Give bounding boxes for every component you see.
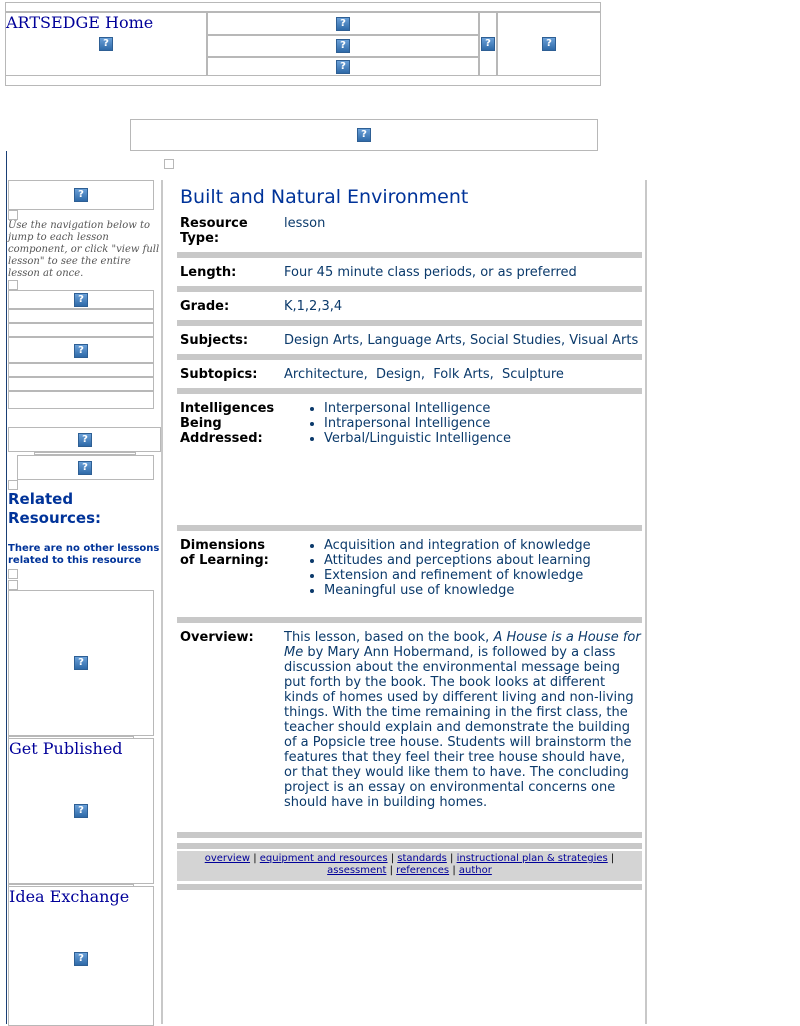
- separator-2: [177, 286, 642, 292]
- separator-5: [177, 388, 642, 394]
- get-published-icon[interactable]: ?: [74, 804, 88, 818]
- dimensions-label: Dimensions of Learning:: [180, 538, 269, 568]
- overview-text-rest: by Mary Ann Hobermand, is followed by a class discussion about the environmental message being put forth by the book. The book looks at different kinds of homes used by different living and non-living things. With the time remaining in the first class, the teacher should explain and demonstrate the building of a Popsicle tree house. Students will brainstorm the features that they feel their tree house should have, or that they would like them to have. The concluding project is an essay on environmental concerns one should have in building homes.: [284, 645, 634, 810]
- header-nav-1-icon[interactable]: ?: [336, 17, 350, 31]
- get-published-heading[interactable]: Get Published: [9, 739, 123, 758]
- subjects-value: Design Arts, Language Arts, Social Studies, Visual Arts: [284, 333, 639, 348]
- dimension-item: • Acquisition and integration of knowledge: [324, 538, 591, 553]
- dimension-item: • Extension and refinement of knowledge: [324, 568, 591, 583]
- page-title: Built and Natural Environment: [180, 186, 469, 208]
- lesson-nav-icon[interactable]: ?: [74, 188, 88, 202]
- related-resources-heading: Related Resources:: [8, 490, 102, 527]
- banner-image-icon: ?: [357, 128, 371, 142]
- related-resources-note: There are no other lessons related to this resource: [8, 543, 160, 566]
- header-nav-2-icon[interactable]: ?: [336, 39, 350, 53]
- idea-exchange-heading[interactable]: Idea Exchange: [9, 887, 130, 906]
- nav-equipment-link[interactable]: equipment and resources: [259, 853, 388, 864]
- intelligences-list: [284, 401, 511, 446]
- intelligence-item: • Intrapersonal Intelligence: [324, 416, 511, 431]
- component-1-icon[interactable]: ?: [74, 293, 88, 307]
- sidebar-row-5[interactable]: [8, 391, 154, 409]
- intelligence-item: • Interpersonal Intelligence: [324, 401, 511, 416]
- nav-references-link[interactable]: references: [396, 865, 450, 876]
- header-top-strip: [5, 2, 601, 12]
- length-value: Four 45 minute class periods, or as preferred: [284, 265, 577, 280]
- view-full-lesson-icon[interactable]: ?: [78, 461, 92, 475]
- nav-standards-link[interactable]: standards: [397, 853, 447, 864]
- overview-label: Overview:: [180, 630, 254, 645]
- nav-overview-link[interactable]: overview: [204, 853, 251, 864]
- nav-separator: |: [253, 853, 257, 864]
- nav-instructional-link[interactable]: instructional plan & strategies: [456, 853, 608, 864]
- header-narrow-icon[interactable]: ?: [481, 37, 495, 51]
- separator-7: [177, 617, 642, 623]
- resource-type-label: Resource Type:: [180, 216, 248, 246]
- component-2-icon[interactable]: ?: [74, 344, 88, 358]
- sidebar-row-4[interactable]: [8, 377, 154, 391]
- grade-value: K,1,2,3,4: [284, 299, 343, 314]
- nav-separator: |: [610, 853, 615, 864]
- overview-book-title: A House is a House for Me: [284, 630, 641, 660]
- dimension-item: • Meaningful use of knowledge: [324, 583, 591, 598]
- overview-text-start: This lesson, based on the book,: [284, 630, 494, 645]
- separator-1: [177, 252, 642, 258]
- sidebar-divider: [161, 180, 163, 1024]
- separator-9: [177, 843, 642, 849]
- lesson-component-nav: [177, 851, 642, 881]
- overview-text: [284, 630, 641, 810]
- spacer-image-2: [8, 210, 18, 220]
- promo-1-icon[interactable]: ?: [74, 656, 88, 670]
- spacer-image: [164, 159, 174, 169]
- length-label: Length:: [180, 265, 237, 280]
- nav-assessment-link[interactable]: assessment: [327, 865, 387, 876]
- header-right-icon[interactable]: ?: [542, 37, 556, 51]
- grade-label: Grade:: [180, 299, 230, 314]
- content-right-border: [645, 180, 647, 1024]
- spacer-image-5: [8, 569, 18, 579]
- subtopics-value: Architecture, Design, Folk Arts, Sculpture: [284, 367, 564, 382]
- intelligence-item: • Verbal/Linguistic Intelligence: [324, 431, 511, 446]
- resource-type-value: lesson: [284, 216, 326, 231]
- artsedge-home-link[interactable]: ARTSEDGE Home: [6, 13, 154, 32]
- subtopics-label: Subtopics:: [180, 367, 258, 382]
- intelligences-label: Intelligences Being Addressed:: [180, 401, 275, 446]
- dimension-item: • Attitudes and perceptions about learning: [324, 553, 591, 568]
- spacer-image-4: [8, 480, 18, 490]
- sidebar-row-3[interactable]: [8, 363, 154, 377]
- separator-10: [177, 884, 642, 890]
- sidebar-row-2[interactable]: [8, 323, 154, 337]
- home-logo-icon[interactable]: ?: [99, 37, 113, 51]
- tools-icon[interactable]: ?: [78, 433, 92, 447]
- dimensions-list: [284, 538, 591, 598]
- sidebar-row-1[interactable]: [8, 309, 154, 323]
- left-border-line: [6, 151, 7, 1024]
- nav-separator: |: [452, 865, 456, 876]
- idea-exchange-icon[interactable]: ?: [74, 952, 88, 966]
- lesson-nav-instructions: Use the navigation below to jump to each lesson component, or click "view full lesson" to see the entire lesson at once.: [8, 220, 160, 279]
- separator-6: [177, 525, 642, 531]
- nav-separator: |: [390, 853, 395, 864]
- separator-8: [177, 832, 642, 838]
- nav-separator: |: [389, 865, 393, 876]
- separator-4: [177, 354, 642, 360]
- header-nav-3-icon[interactable]: ?: [336, 60, 350, 74]
- subjects-label: Subjects:: [180, 333, 249, 348]
- spacer-image-6: [8, 580, 18, 590]
- spacer-image-3: [8, 280, 18, 290]
- nav-author-link[interactable]: author: [458, 865, 492, 876]
- nav-separator: |: [450, 853, 454, 864]
- separator-3: [177, 320, 642, 326]
